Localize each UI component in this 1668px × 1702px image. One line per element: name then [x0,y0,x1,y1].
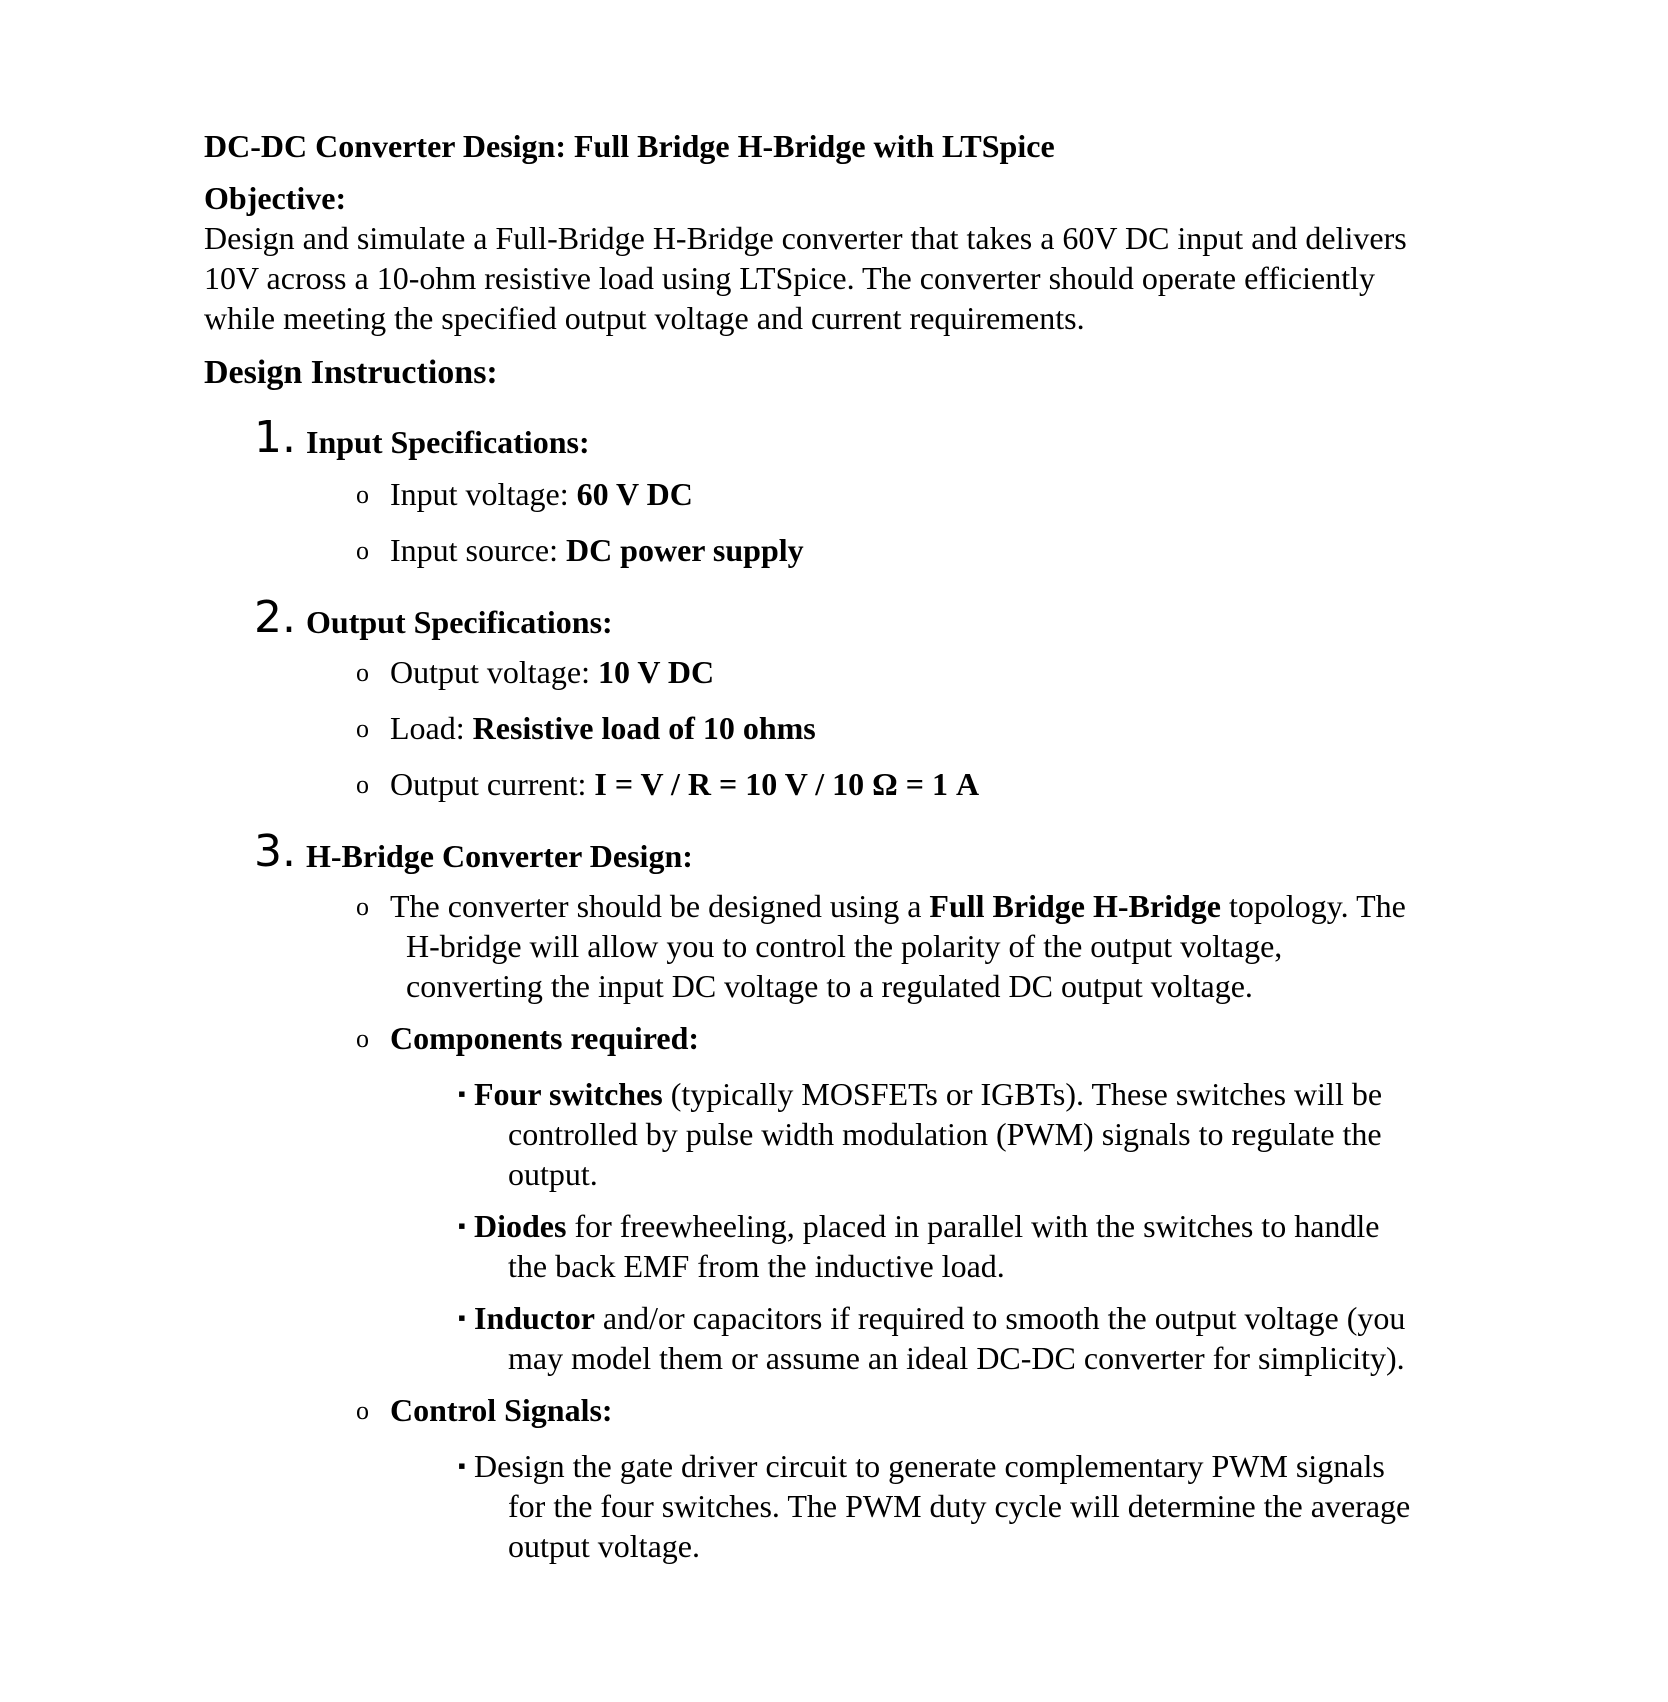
circle-bullet-icon: o [356,658,369,687]
square-bullet-icon: ▪ [458,1453,466,1478]
square-bullet-icon: ▪ [458,1081,466,1106]
spec-prefix: Output voltage: [390,654,598,690]
component-name: Inductor [474,1300,595,1336]
circle-bullet-icon: o [356,480,369,509]
component-name: Four switches [474,1076,663,1112]
spec-bullet [204,708,1504,748]
spec-bullet [204,474,1504,514]
spec-prefix: Input voltage: [390,476,577,512]
spec-value: 60 V DC [576,476,693,512]
topology-prefix: The converter should be designed using a [390,888,930,924]
component-item-inductor [204,1298,1504,1378]
circle-bullet-icon: o [356,1396,369,1425]
control-heading-bullet [204,1390,1504,1430]
objective-paragraph [204,218,1494,338]
item-number: 2. [254,592,296,643]
objective-line: 10V across a 10-ohm resistive load using LTSpice. The converter should operate efficiently [204,260,1375,296]
instruction-item-output [204,588,1504,804]
topology-line: converting the input DC voltage to a regulated DC output voltage. [406,968,1253,1004]
topology-name: Full Bridge H-Bridge [929,888,1221,924]
control-item [204,1446,1504,1566]
item-label: Output Specifications: [306,604,613,640]
spec-value: 10 V DC [597,654,715,690]
spec-prefix: Output current: [390,766,595,802]
document-title: DC-DC Converter Design: Full Bridge H-Bridge with LTSpice [204,128,1055,164]
objective-line: while meeting the specified output voltage and current requirements. [204,300,1085,336]
item-number: 3. [254,826,296,877]
component-text: and/or capacitors if required to smooth the output voltage (you [594,1300,1406,1336]
spec-value: DC power supply [565,532,804,568]
item-label: H-Bridge Converter Design: [306,838,693,874]
control-heading: Control Signals: [390,1392,613,1428]
topology-bullet [204,886,1500,1006]
component-line: output. [508,1156,598,1192]
component-text: for freewheeling, placed in parallel with the switches to handle [566,1208,1380,1244]
topology-line: H-bridge will allow you to control the polarity of the output voltage, [406,928,1283,964]
document-body [204,126,1504,1566]
components-heading: Components required: [390,1020,700,1056]
control-text: Design the gate driver circuit to generate complementary PWM signals [474,1448,1385,1484]
item-label: Input Specifications: [306,424,590,460]
square-bullet-icon: ▪ [458,1305,466,1330]
control-line: for the four switches. The PWM duty cycle will determine the average [508,1488,1411,1524]
component-text: (typically MOSFETs or IGBTs). These switches will be [662,1076,1383,1112]
component-item-diodes [204,1206,1504,1286]
component-line: the back EMF from the inductive load. [508,1248,1005,1284]
instruction-row [204,822,1504,882]
spec-prefix: Load: [390,710,473,746]
circle-bullet-icon: o [356,536,369,565]
component-name: Diodes [474,1208,567,1244]
spec-value: I = V / R = 10 V / 10 Ω = 1 A [594,766,980,802]
instruction-item-input [204,408,1504,570]
design-instructions-heading: Design Instructions: [204,354,498,391]
spec-bullet [204,652,1504,692]
component-line: controlled by pulse width modulation (PWM) signals to regulate the [508,1116,1382,1152]
spec-value: Resistive load of 10 ohms [472,710,816,746]
circle-bullet-icon: o [356,770,369,799]
square-bullet-icon: ▪ [458,1213,466,1238]
circle-bullet-icon: o [356,1024,369,1053]
control-line: output voltage. [508,1528,700,1564]
circle-bullet-icon: o [356,892,369,921]
instruction-item-hbridge [204,822,1504,1566]
component-line: may model them or assume an ideal DC-DC converter for simplicity). [508,1340,1405,1376]
topology-suffix: topology. The [1220,888,1406,924]
objective-heading: Objective: [204,180,347,216]
spec-bullet [204,530,1504,570]
components-heading-bullet [204,1018,1504,1058]
spec-bullet [204,764,1504,804]
instruction-row [204,408,1504,468]
circle-bullet-icon: o [356,714,369,743]
spec-prefix: Input source: [390,532,566,568]
item-number: 1. [254,412,296,463]
component-item-switches [204,1074,1504,1194]
instruction-row [204,588,1504,648]
objective-line: Design and simulate a Full-Bridge H-Bridge converter that takes a 60V DC input and delivers [204,220,1407,256]
